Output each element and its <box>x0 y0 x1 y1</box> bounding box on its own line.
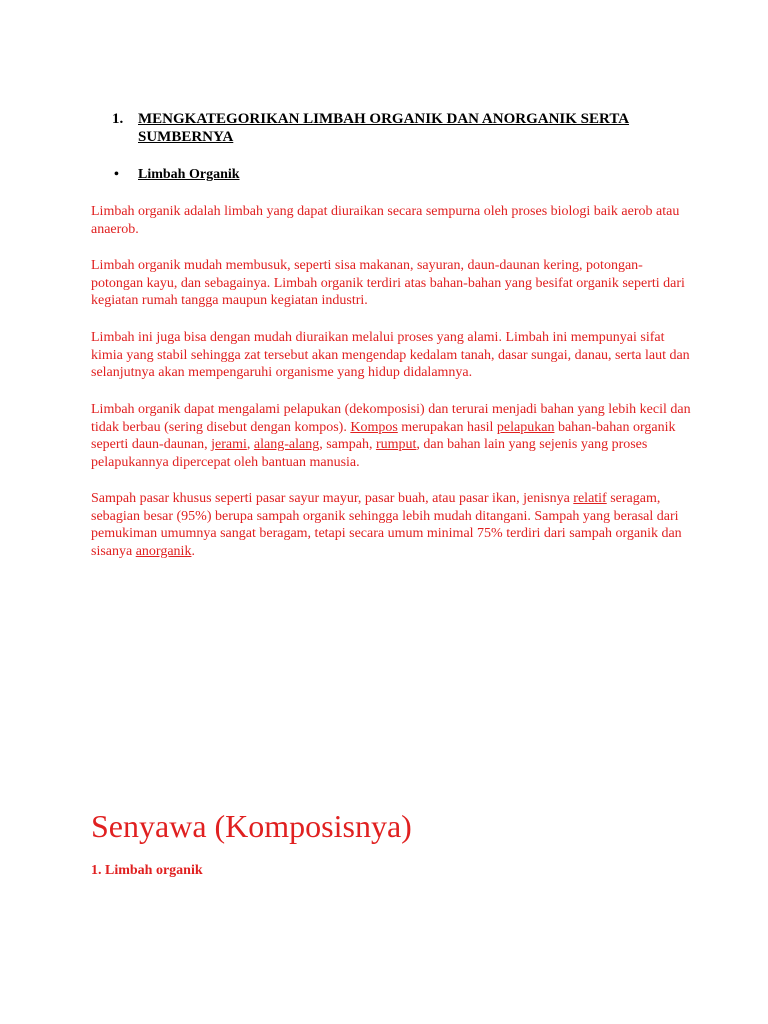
bullet-label: Limbah Organik <box>138 167 240 182</box>
text-segment: , <box>246 437 254 452</box>
link-jerami[interactable]: jerami <box>211 437 247 452</box>
section-subtitle: 1. Limbah organik <box>91 863 203 878</box>
text-segment: , sampah, <box>319 437 376 452</box>
link-pelapukan[interactable]: pelapukan <box>496 419 555 435</box>
bullet-icon: • <box>114 167 119 182</box>
paragraph-definition: Limbah organik adalah limbah yang dapat diuraikan secara sempurna oleh proses biologi baik aerob atau anaerob. <box>91 204 680 237</box>
heading-title <box>138 110 658 146</box>
text-segment: , dan bahan lain yang sejenis yang proses pelapukannya dipercepat oleh bantuan manusia. <box>91 437 648 470</box>
heading-number: 1. <box>112 111 124 127</box>
text-segment: seragam, sebagian besar (95%) berupa sampah organik sehingga lebih mudah ditangani. Sampah yang berasal dari pemukiman umumnya sangat beragam, tetapi secara umum minimal 75% terdiri dari sampah organik dan sisanya <box>91 491 682 559</box>
link-alang-alang[interactable]: alang-alang <box>253 437 320 452</box>
heading-title-line1: MENGKATEGORIKAN LIMBAH ORGANIK DAN ANORGANIK SERTA <box>138 111 630 127</box>
link-kompos[interactable]: Kompos <box>350 419 398 435</box>
link-relatif[interactable]: relatif <box>573 491 607 506</box>
text-segment: Limbah organik dapat mengalami pelapukan (dekomposisi) dan terurai menjadi bahan yang lebih kecil dan tidak berbau (sering disebut dengan kompos). <box>91 402 691 435</box>
text-segment: bahan-bahan organik seperti daun-daunan, <box>91 419 676 452</box>
link-rumput[interactable]: rumput <box>375 437 417 452</box>
paragraph-decomposition: Limbah ini juga bisa dengan mudah diuraikan melalui proses yang alami. Limbah ini mempunyai sifat kimia yang stabil sehingga zat tersebut akan mengendap kedalam tanah, dasar sungai, danau, serta laut dan selanjutnya akan mempengaruhi organisme yang hidup didalamnya. <box>91 330 690 380</box>
link-anorganik[interactable]: anorganik <box>135 543 192 559</box>
text-segment: merupakan hasil <box>397 419 497 435</box>
section-title: Senyawa (Komposisnya) <box>91 808 412 844</box>
paragraph-market-waste <box>91 490 691 560</box>
text-segment: . <box>191 543 195 559</box>
text-segment: Sampah pasar khusus seperti pasar sayur mayur, pasar buah, atau pasar ikan, jenisnya <box>91 491 574 506</box>
heading-title-line2: SUMBERNYA <box>138 129 234 145</box>
paragraph-examples: Limbah organik mudah membusuk, seperti sisa makanan, sayuran, daun-daunan kering, potongan-potongan kayu, dan sebagainya. Limbah organik terdiri atas bahan-bahan yang besifat organik seperti dari kegiatan rumah tangga maupun kegiatan industri. <box>91 258 685 308</box>
paragraph-compost <box>91 401 691 471</box>
